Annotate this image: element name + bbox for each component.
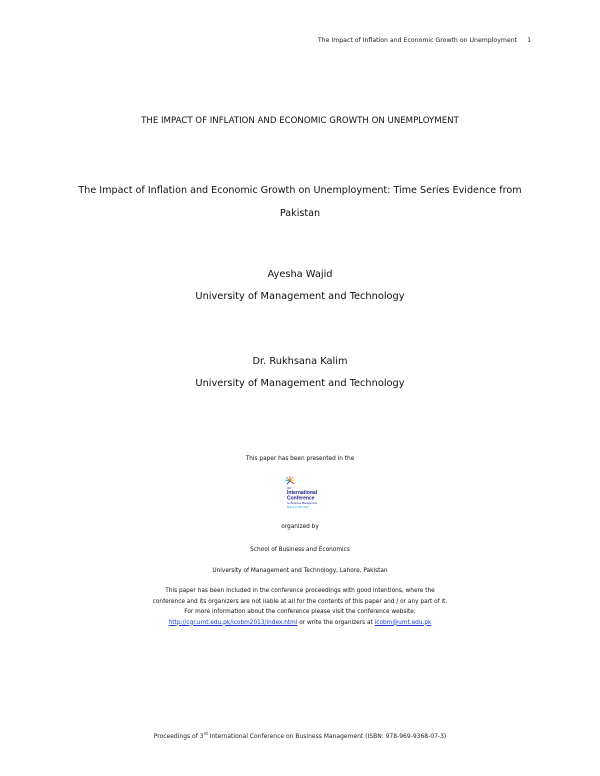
logo-line-2: International — [287, 490, 318, 496]
organized-by-label: organized by — [281, 524, 319, 530]
page-footer — [60, 731, 540, 740]
disclaimer — [150, 586, 450, 628]
disclaimer-text: This paper has been included in the conference proceedings with good intentions, where the conference and its organizers are not liable at all for the contents of this paper and / or any part of it. For more information about the conference please visit the conference website: — [152, 588, 448, 615]
conference-logo — [284, 475, 330, 515]
author-name-2: Dr. Rukhsana Kalim — [252, 356, 348, 367]
logo-line-5: March 27-28, 2013 — [287, 506, 309, 509]
footer-prefix: Proceedings of 3 — [153, 733, 204, 740]
footer-suffix: International Conference on Business Management (ISBN: 978-969-9368-07-3) — [207, 733, 447, 740]
logo-line-1: 3rd — [287, 486, 292, 490]
logo-line-4: on Business Management — [287, 502, 317, 505]
author-name-1: Ayesha Wajid — [267, 269, 333, 280]
logo-line-3: Conference — [287, 495, 315, 502]
author-block-1 — [60, 264, 540, 308]
running-title: The Impact of Inflation and Economic Growth on Unemployment — [317, 37, 518, 44]
paper-subtitle: The Impact of Inflation and Economic Growth on Unemployment: Time Series Evidence from Pakistan — [78, 185, 522, 219]
author-block-2 — [60, 351, 540, 395]
conference-website-link[interactable]: http://cgr.umt.edu.pk/icobm2013/index.html — [168, 619, 298, 626]
presented-text: This paper has been presented in the — [245, 456, 355, 462]
author-affiliation-1: University of Management and Technology — [195, 291, 405, 302]
organizer-email-link[interactable]: icobm@umt.edu.pk — [374, 619, 432, 626]
paper-title: THE IMPACT OF INFLATION AND ECONOMIC GROWTH ON UNEMPLOYMENT — [141, 116, 459, 126]
footer-superscript: rd — [203, 731, 208, 736]
organizer-school: School of Business and Economics — [250, 547, 350, 553]
page-number: 1 — [527, 37, 531, 44]
logo-burst-icon — [285, 476, 294, 484]
organizer-university: University of Management and Technology, Lahore, Pakistan — [212, 568, 388, 574]
disclaimer-middle-text: or write the organizers at — [297, 619, 375, 626]
running-header — [318, 37, 531, 44]
author-affiliation-2: University of Management and Technology — [195, 378, 405, 389]
